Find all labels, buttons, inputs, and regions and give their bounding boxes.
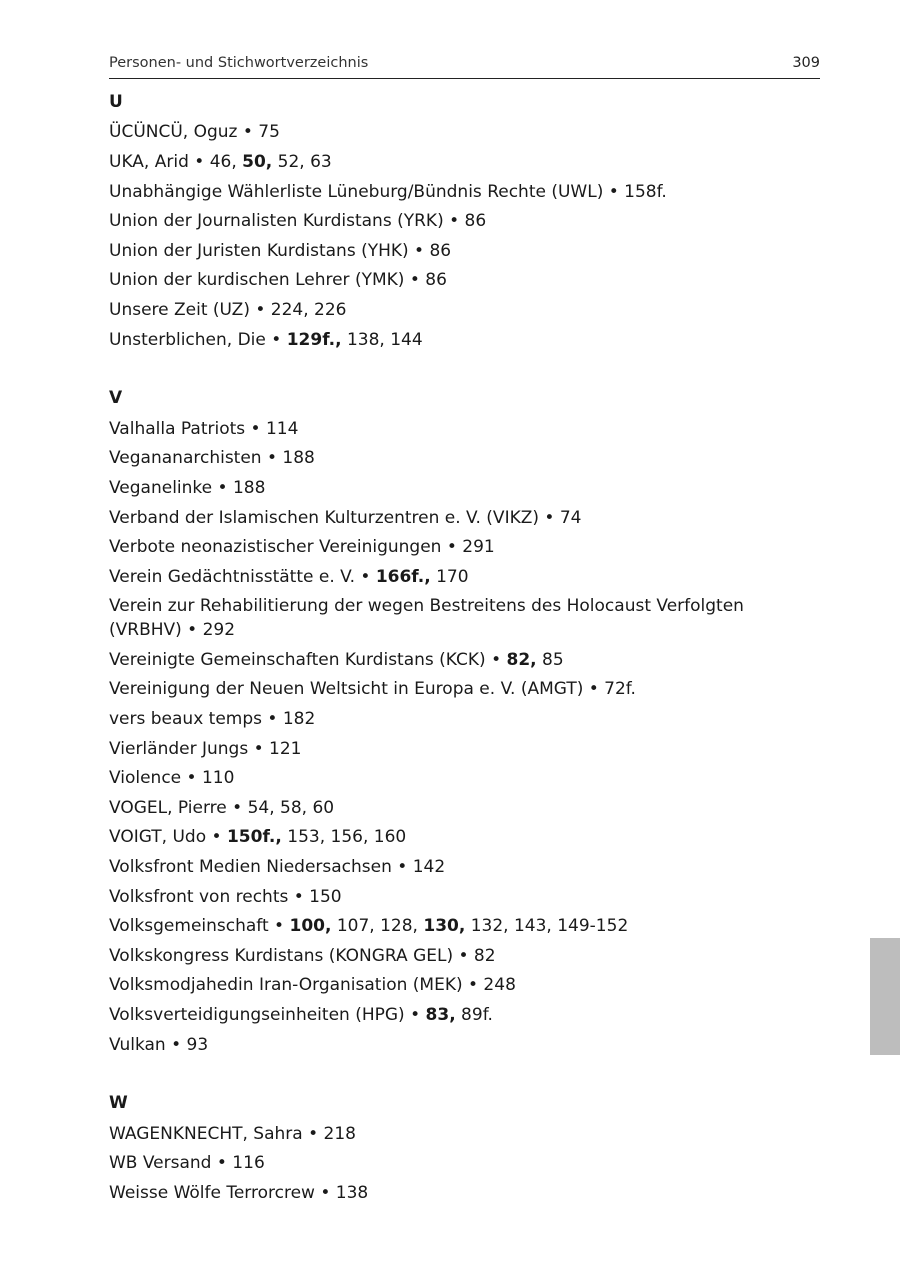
index-entry xyxy=(109,645,820,675)
index-entry xyxy=(109,473,820,503)
entry-text: WAGENKNECHT, Sahra • 218 xyxy=(109,1123,356,1144)
entry-text: Verein zur Rehabilitierung der wegen Bestreitens des Holocaust Verfolgten (VRBHV) • 292 xyxy=(109,596,744,641)
index-section-u xyxy=(109,88,820,354)
entry-text: Vereinigung der Neuen Weltsicht in Europa e. V. (AMGT) • 72f. xyxy=(109,679,636,700)
entry-text: ÜCÜNCÜ, Oguz • 75 xyxy=(109,122,280,143)
entry-page-bold: 50, xyxy=(242,151,273,172)
entry-text: Weisse Wölfe Terrorcrew • 138 xyxy=(109,1182,369,1203)
entry-text: Vulkan • 93 xyxy=(109,1034,209,1055)
index-entry xyxy=(109,675,820,705)
entry-text: 52, 63 xyxy=(272,151,332,172)
index-entry xyxy=(109,882,820,912)
index-entry xyxy=(109,763,820,793)
entry-text: Volksverteidigungseinheiten (HPG) • xyxy=(109,1005,426,1026)
section-letter: W xyxy=(109,1093,128,1114)
index-entry xyxy=(109,206,820,236)
index-entry xyxy=(109,941,820,971)
index-entry xyxy=(109,118,820,148)
entry-text: 89f. xyxy=(455,1005,493,1026)
index-entry xyxy=(109,823,820,853)
entry-text: Volksfront Medien Niedersachsen • 142 xyxy=(109,857,446,878)
entry-text: Unsere Zeit (UZ) • 224, 226 xyxy=(109,299,347,320)
index-entry xyxy=(109,852,820,882)
index-entry xyxy=(109,532,820,562)
index-entry xyxy=(109,592,820,646)
entry-text: Violence • 110 xyxy=(109,768,235,789)
index-entry xyxy=(109,1000,820,1030)
index-entry xyxy=(109,971,820,1001)
running-header-title: Personen- und Stichwortverzeichnis xyxy=(109,55,369,71)
index-entry xyxy=(109,147,820,177)
entry-text: WB Versand • 116 xyxy=(109,1153,265,1174)
entry-text: VOIGT, Udo • xyxy=(109,827,227,848)
entry-text: Volksgemeinschaft • xyxy=(109,916,290,937)
index-entry xyxy=(109,793,820,823)
entry-text: UKA, Arid • 46, xyxy=(109,151,243,172)
page-number: 309 xyxy=(792,55,820,71)
entry-text: 132, 143, 149-152 xyxy=(465,916,629,937)
index-entry xyxy=(109,503,820,533)
entry-text: Vereinigte Gemeinschaften Kurdistans (KCK) • xyxy=(109,649,507,670)
entry-page-bold: 100, xyxy=(289,916,332,937)
entry-text: Vierländer Jungs • 121 xyxy=(109,738,302,759)
index-entry xyxy=(109,266,820,296)
entry-text: Valhalla Patriots • 114 xyxy=(109,418,299,439)
running-header xyxy=(109,52,820,79)
index-entry xyxy=(109,414,820,444)
section-letter: U xyxy=(109,92,123,112)
entry-text: vers beaux temps • 182 xyxy=(109,709,316,730)
entry-text: Unsterblichen, Die • xyxy=(109,329,287,350)
index-entry xyxy=(109,1119,820,1149)
entry-page-bold: 166f., xyxy=(375,566,431,587)
entry-text: Volkskongress Kurdistans (KONGRA GEL) • 82 xyxy=(109,945,496,966)
entry-text: Unabhängige Wählerliste Lüneburg/Bündnis Rechte (UWL) • 158f. xyxy=(109,181,667,202)
index-entry xyxy=(109,1030,820,1060)
entry-page-bold: 82, xyxy=(506,649,537,670)
entry-text: Veganelinke • 188 xyxy=(109,477,266,498)
entry-text: VOGEL, Pierre • 54, 58, 60 xyxy=(109,797,335,818)
index-entry xyxy=(109,911,820,941)
entry-text: Volksfront von rechts • 150 xyxy=(109,886,342,907)
entry-text: Verband der Islamischen Kulturzentren e. V. (VIKZ) • 74 xyxy=(109,507,582,528)
entry-page-bold: 83, xyxy=(425,1005,456,1026)
entry-text: Volksmodjahedin Iran-Organisation (MEK) • 248 xyxy=(109,975,516,996)
entry-text: Vegananarchisten • 188 xyxy=(109,448,315,469)
entry-page-bold: 130, xyxy=(423,916,466,937)
index-entry xyxy=(109,325,820,355)
entry-text: 107, 128, xyxy=(331,916,424,937)
entry-text: 85 xyxy=(536,649,564,670)
entry-text: Union der kurdischen Lehrer (YMK) • 86 xyxy=(109,270,447,291)
index-entry xyxy=(109,1149,820,1179)
index-list xyxy=(109,88,820,1208)
section-letter: V xyxy=(109,388,123,409)
index-entry xyxy=(109,704,820,734)
entry-text: Union der Juristen Kurdistans (YHK) • 86 xyxy=(109,240,452,261)
entry-text: Union der Journalisten Kurdistans (YRK) • 86 xyxy=(109,211,487,232)
entry-text: 153, 156, 160 xyxy=(281,827,407,848)
entry-text: 170 xyxy=(430,566,469,587)
entry-page-bold: 129f., xyxy=(286,329,342,350)
entry-page-bold: 150f., xyxy=(226,827,282,848)
index-entry xyxy=(109,295,820,325)
index-entry xyxy=(109,734,820,764)
index-section-w xyxy=(109,1089,820,1207)
index-entry xyxy=(109,562,820,592)
entry-text: Verbote neonazistischer Vereinigungen • 291 xyxy=(109,537,495,558)
index-entry xyxy=(109,177,820,207)
entry-text: 138, 144 xyxy=(341,329,423,350)
entry-text: Verein Gedächtnisstätte e. V. • xyxy=(109,566,376,587)
index-entry xyxy=(109,236,820,266)
index-entry xyxy=(109,444,820,474)
index-section-v xyxy=(109,384,820,1059)
thumb-index-tab xyxy=(870,938,900,1055)
index-entry xyxy=(109,1178,820,1208)
